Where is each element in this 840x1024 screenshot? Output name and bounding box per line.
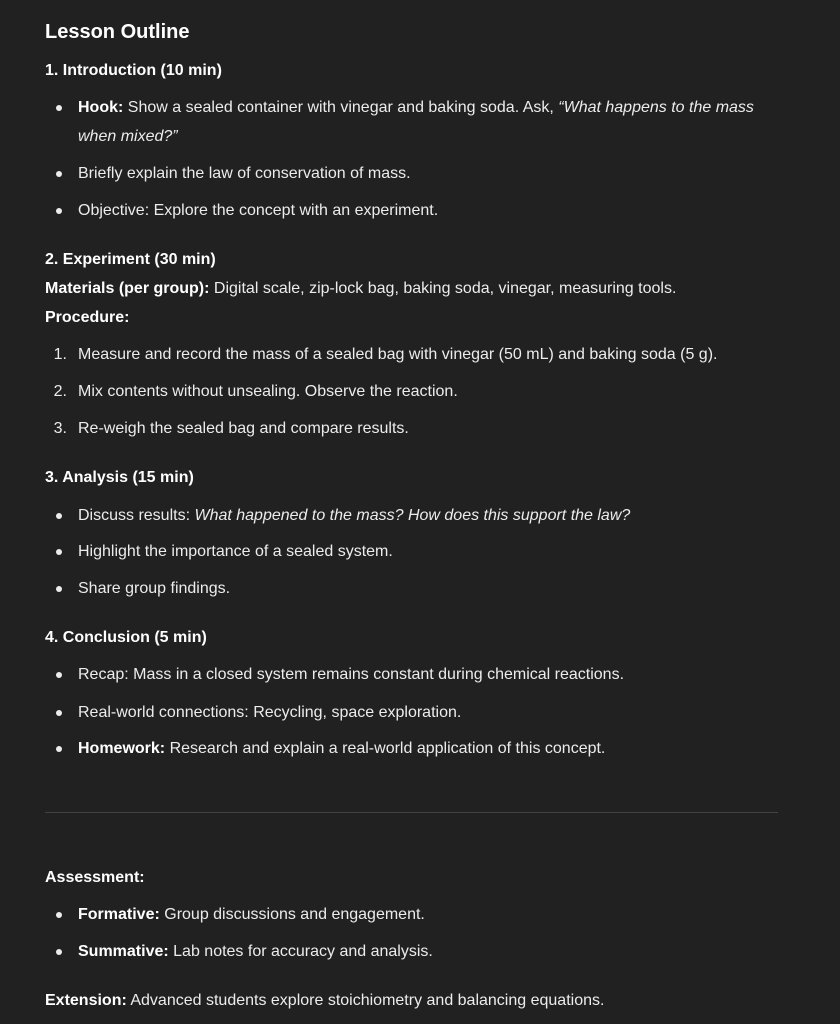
list-item: Real-world connections: Recycling, space exploration. (78, 704, 462, 721)
list-item-hook-continued (78, 128, 178, 146)
item-italic: What happened to the mass? How does this support the law? (194, 507, 631, 524)
list-item-formative (78, 906, 425, 924)
list-item-hook (78, 99, 754, 117)
materials-line (45, 280, 676, 298)
section-heading-experiment: 2. Experiment (30 min) (45, 251, 216, 268)
step-number: 1. (53, 346, 67, 363)
item-text: Research and explain a real-world application of this concept. (165, 740, 606, 757)
procedure-step: Re-weigh the sealed bag and compare results. (78, 420, 409, 437)
item-italic-cont: when mixed?” (78, 128, 178, 145)
extension-label: Extension: (45, 992, 127, 1009)
list-item: Highlight the importance of a sealed system. (78, 543, 393, 560)
list-item: Recap: Mass in a closed system remains constant during chemical reactions. (78, 666, 625, 683)
divider (45, 812, 778, 813)
step-number: 3. (53, 420, 67, 437)
bullet-icon (56, 208, 62, 214)
bullet-icon (56, 586, 62, 592)
list-item: Share group findings. (78, 580, 231, 597)
bullet-icon (56, 746, 62, 752)
bullet-icon (56, 710, 62, 716)
page-title: Lesson Outline (45, 21, 190, 43)
list-item: Objective: Explore the concept with an experiment. (78, 202, 439, 219)
section-heading-introduction: 1. Introduction (10 min) (45, 62, 222, 79)
section-heading-conclusion: 4. Conclusion (5 min) (45, 629, 207, 646)
item-label: Formative: (78, 906, 160, 923)
procedure-step: Measure and record the mass of a sealed bag with vinegar (50 mL) and baking soda (5 g). (78, 346, 718, 363)
assessment-heading: Assessment: (45, 869, 145, 886)
item-text: Show a sealed container with vinegar and baking soda. Ask, (123, 99, 559, 116)
item-label: Summative: (78, 943, 169, 960)
section-heading-analysis: 3. Analysis (15 min) (45, 469, 194, 486)
list-item-homework (78, 740, 605, 758)
item-label: Hook: (78, 99, 124, 116)
procedure-step: Mix contents without unsealing. Observe the reaction. (78, 383, 458, 400)
item-text: Lab notes for accuracy and analysis. (168, 943, 433, 960)
list-item: Briefly explain the law of conservation of mass. (78, 165, 411, 182)
materials-label: Materials (per group): (45, 280, 210, 297)
materials-text: Digital scale, zip-lock bag, baking soda, vinegar, measuring tools. (209, 280, 677, 297)
procedure-label: Procedure: (45, 309, 130, 326)
list-item (78, 507, 630, 525)
bullet-icon (56, 672, 62, 678)
bullet-icon (56, 549, 62, 555)
bullet-icon (56, 171, 62, 177)
item-text: Discuss results: (78, 507, 195, 524)
bullet-icon (56, 513, 62, 519)
item-text: Group discussions and engagement. (159, 906, 425, 923)
bullet-icon (56, 105, 62, 111)
list-item-summative (78, 943, 433, 961)
item-italic: “What happens to the mass (558, 99, 754, 116)
bullet-icon (56, 949, 62, 955)
step-number: 2. (53, 383, 67, 400)
extension-text: Advanced students explore stoichiometry and balancing equations. (126, 992, 605, 1009)
bullet-icon (56, 912, 62, 918)
extension-line (45, 992, 604, 1010)
item-label: Homework: (78, 740, 166, 757)
